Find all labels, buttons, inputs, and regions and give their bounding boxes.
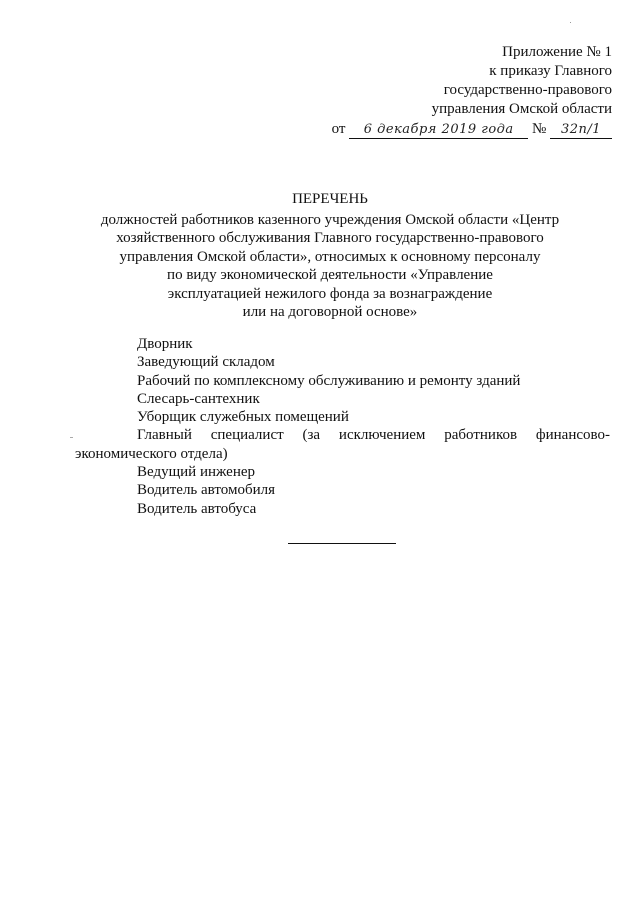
position-item: Слесарь-сантехник	[137, 390, 260, 407]
positions-list	[75, 335, 610, 518]
title-line: управления Омской области», относимых к основному персоналу	[119, 248, 541, 265]
scan-speck	[70, 437, 73, 438]
position-item: Ведущий инженер	[137, 464, 256, 481]
title-line: по виду экономической деятельности «Управление	[167, 267, 493, 283]
document-title	[60, 190, 600, 322]
order-number-sign: №	[531, 121, 547, 137]
order-date-handwritten: 6 декабря 2019 года	[349, 121, 528, 139]
appendix-header	[292, 43, 612, 139]
title-line: хозяйственного обслуживания Главного государственно-правового	[116, 230, 544, 246]
position-item: Рабочий по комплексному обслуживанию и ремонту зданий	[137, 372, 521, 389]
position-item: Дворник	[137, 336, 193, 352]
appendix-number: Приложение № 1	[502, 44, 612, 60]
order-date-number	[292, 120, 612, 139]
title-line: или на договорной основе»	[242, 304, 418, 320]
order-prefix: от	[331, 121, 346, 137]
position-item: Главный специалист (за исключением работников финансово-экономического отдела)	[75, 427, 610, 462]
position-item: Заведующий складом	[137, 354, 275, 371]
position-item: Водитель автомобиля	[137, 482, 275, 499]
title-heading: ПЕРЕЧЕНЬ	[292, 191, 368, 207]
position-item: Уборщик служебных помещений	[137, 409, 349, 426]
scan-speck	[570, 22, 571, 23]
appendix-authority-region: управления Омской области	[431, 101, 612, 117]
title-line: эксплуатацией нежилого фонда за вознаграждение	[167, 285, 493, 302]
order-number-handwritten: 32п/1	[550, 121, 612, 139]
appendix-authority: государственно-правового	[443, 82, 612, 98]
end-divider	[288, 543, 396, 544]
appendix-order-ref: к приказу Главного	[489, 63, 612, 79]
title-line: должностей работников казенного учреждения Омской области «Центр	[100, 211, 560, 228]
position-item: Водитель автобуса	[137, 500, 257, 517]
